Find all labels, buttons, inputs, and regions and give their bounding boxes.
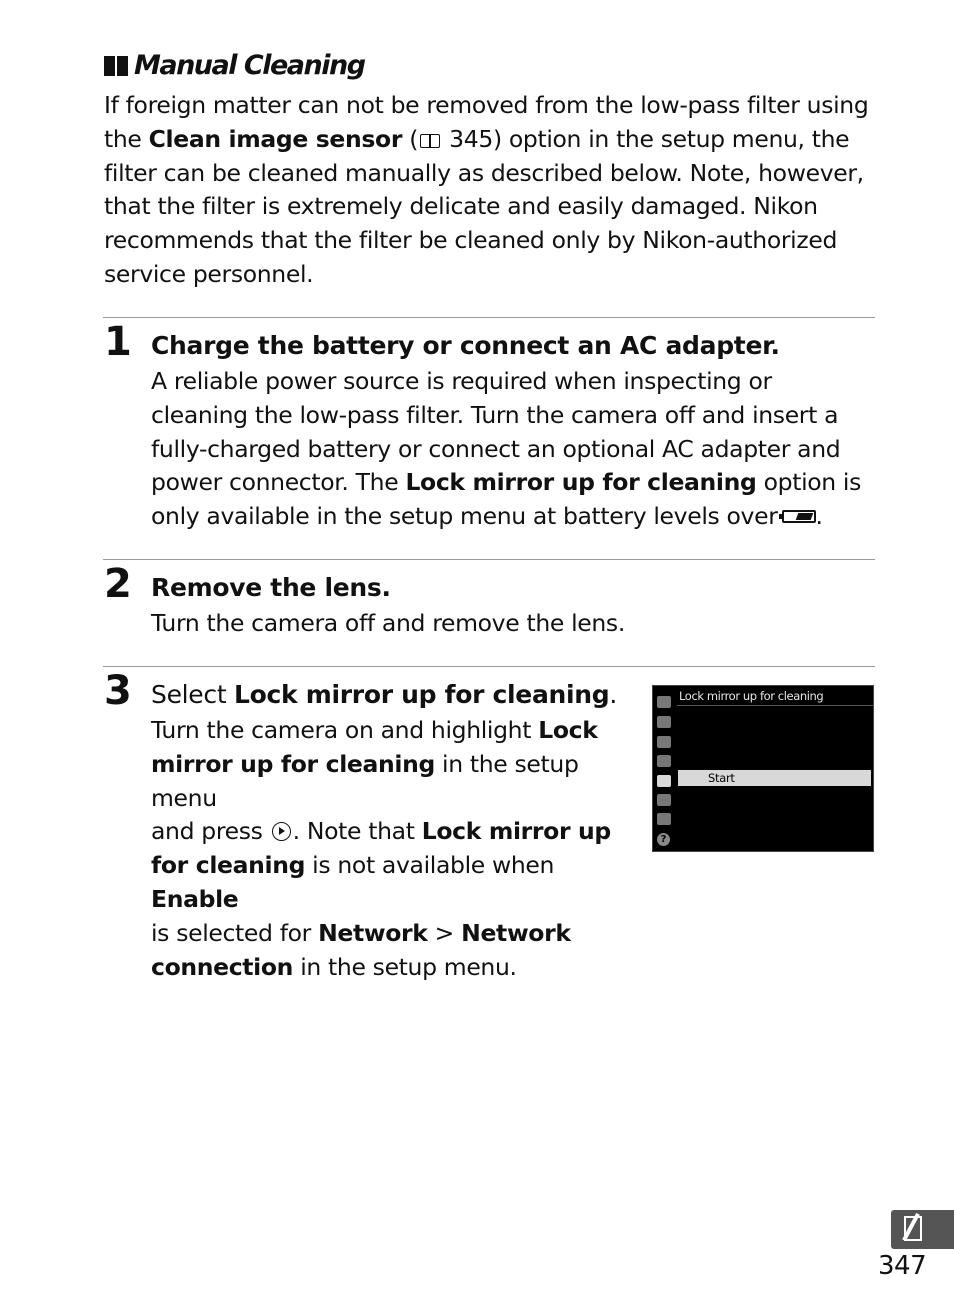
step-line: Turn the camera off and remove the lens.	[151, 609, 625, 637]
shooting-icon[interactable]	[657, 716, 671, 728]
setup-icon[interactable]	[657, 775, 671, 787]
step-line: only available in the setup menu at battery levels over .	[151, 502, 823, 531]
intro-paragraph	[104, 89, 884, 292]
clean-image-sensor-term: Clean image sensor	[148, 124, 403, 153]
step-line: cleaning the low-pass filter. Turn the camera off and insert a	[151, 400, 839, 429]
movie-icon[interactable]	[657, 736, 671, 748]
step-line: fully-charged battery or connect an optional AC adapter and	[151, 434, 841, 463]
step-line: Turn the camera on and highlight Lock	[151, 716, 598, 744]
step-title: Remove the lens.	[151, 573, 391, 602]
intro-line: recommends that the filter be cleaned only by Nikon-authorized	[104, 226, 838, 255]
step-title: Select Lock mirror up for cleaning.	[151, 680, 618, 709]
heading-marker-icon	[104, 56, 128, 76]
section-heading	[104, 50, 365, 81]
step-line: is selected for Network > Network	[151, 918, 571, 947]
step-line: power connector. The Lock mirror up for cleaning option is	[151, 468, 862, 497]
divider	[103, 666, 875, 667]
step-body	[151, 607, 875, 641]
step-body	[151, 365, 875, 534]
step-line: and press . Note that Lock mirror up	[151, 817, 611, 846]
screen-title: Lock mirror up for cleaning	[679, 689, 824, 703]
book-reference-icon	[420, 134, 440, 148]
step-number: 1	[104, 319, 132, 365]
camera-menu-screen	[652, 685, 874, 852]
playback-icon[interactable]	[657, 696, 671, 708]
section-title: Manual Cleaning	[134, 50, 365, 81]
intro-line: If foreign matter can not be removed from the low-pass filter using	[104, 91, 869, 119]
battery-level-icon	[782, 510, 816, 523]
step-number: 2	[104, 561, 132, 607]
intro-line: the Clean image sensor ( 345) option in the setup menu, the	[104, 124, 850, 153]
step-body	[151, 714, 641, 984]
page-number: 347	[878, 1251, 927, 1281]
step-line: for cleaning is not available when Enable	[151, 851, 555, 913]
intro-line: service personnel.	[104, 259, 314, 288]
custom-settings-icon[interactable]	[657, 755, 671, 767]
my-menu-icon[interactable]	[657, 813, 671, 825]
setup-menu-tab	[891, 1210, 954, 1249]
intro-line: filter can be cleaned manually as described below. Note, however,	[104, 158, 864, 187]
start-option[interactable]: Start	[678, 770, 871, 786]
step-title: Charge the battery or connect an AC adapter.	[151, 331, 780, 360]
intro-line: that the filter is extremely delicate and easily damaged. Nikon	[104, 192, 818, 221]
step-line: mirror up for cleaning in the setup menu	[151, 749, 579, 812]
retouch-icon[interactable]	[657, 794, 671, 806]
ok-button-icon	[272, 822, 291, 841]
divider	[103, 559, 875, 560]
setup-menu-tab-icon	[904, 1216, 922, 1241]
screen-divider	[677, 705, 873, 706]
lock-mirror-term: Lock mirror up for cleaning	[405, 468, 757, 497]
step-line: connection in the setup menu.	[151, 952, 517, 981]
step-line: A reliable power source is required when inspecting or	[151, 367, 772, 395]
step-number: 3	[104, 668, 132, 714]
divider	[103, 317, 875, 318]
help-icon[interactable]: ?	[657, 833, 670, 846]
